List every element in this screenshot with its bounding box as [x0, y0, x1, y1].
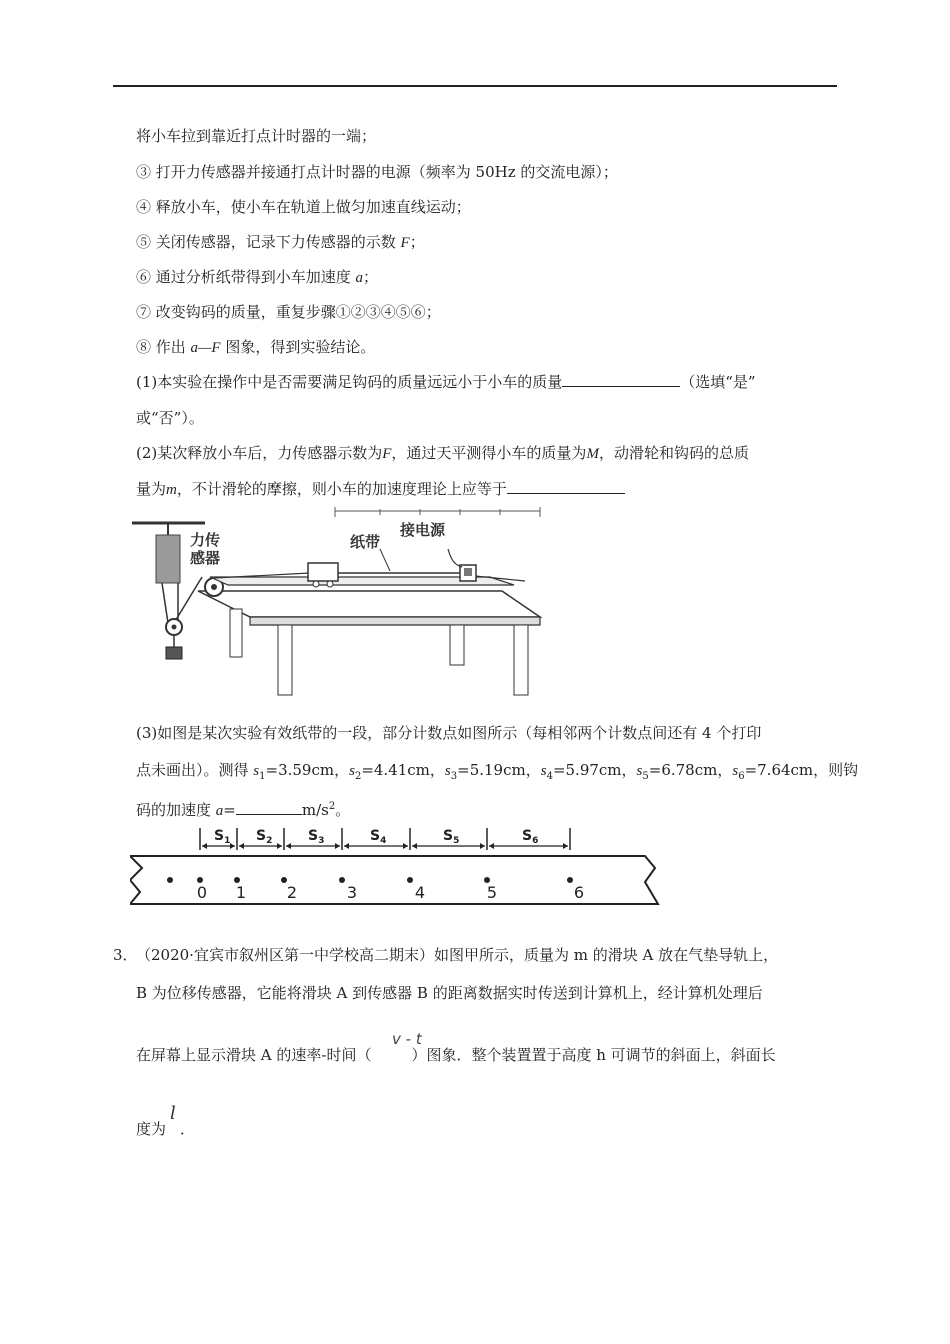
header-rule: [113, 85, 837, 87]
tape-label: 纸带: [350, 533, 381, 551]
point-label-5: 5: [486, 883, 498, 902]
v-t-formula: v - t: [392, 1030, 422, 1048]
problem-3-line-4: 度为 ．: [136, 1120, 196, 1138]
point-label-1: 1: [235, 883, 247, 902]
question-1-cont: 或“否”）。: [136, 409, 204, 427]
tape-dot: [407, 877, 413, 883]
problem-3-line-2: B 为位移传感器，它能将滑块 A 到传感器 B 的距离数据实时传送到计算机上，经计算机处理后: [136, 984, 763, 1002]
segment-label-s6: $S_6$: [522, 828, 539, 846]
point-label-3: 3: [346, 883, 358, 902]
hook-weight: [166, 647, 182, 659]
tape-dot: [339, 877, 345, 883]
segment-label-s5: $S_5$: [443, 828, 460, 846]
table-leg: [450, 625, 464, 665]
problem-3-line-1: （2020·宜宾市叙州区第一中学校高二期末）如图甲所示，质量为 m 的滑块 A 放在气垫导轨上，: [136, 946, 779, 964]
step-8: ⑧ 作出 a—F 图象，得到实验结论。: [136, 338, 376, 356]
step-7: ⑦ 改变钩码的质量，重复步骤①②③④⑤⑥；: [136, 303, 441, 321]
sensor-label-1: 力传: [190, 531, 221, 549]
question-1: (1)本实验在操作中是否需要满足钩码的质量远远小于小车的质量 （选填“是”: [136, 373, 756, 391]
step-5: ⑤ 关闭传感器，记录下力传感器的示数 F；: [136, 233, 425, 251]
table-leg: [514, 625, 528, 695]
question-3: (3)如图是某次实验有效纸带的一段，部分计数点如图所示（每相邻两个计数点间还有 4 个打印: [136, 724, 762, 742]
step-2-continued: 将小车拉到靠近打点计时器的一端；: [136, 127, 377, 145]
step-6: ⑥ 通过分析纸带得到小车加速度 a；: [136, 268, 379, 286]
point-label-4: 4: [414, 883, 426, 902]
table-leg: [278, 625, 292, 695]
segment-label-s4: $S_4$: [370, 828, 387, 846]
segment-label-s2: $S_2$: [256, 828, 273, 846]
answer-blank-3[interactable]: [236, 800, 302, 815]
problem-3-line-3: 在屏幕上显示滑块 A 的速率-时间（ ）图象．整个装置置于高度 h 可调节的斜面上，斜面长: [136, 1046, 776, 1064]
cart: [308, 563, 338, 581]
point-label-2: 2: [286, 883, 298, 902]
step-4: ④ 释放小车，使小车在轨道上做匀加速直线运动；: [136, 198, 471, 216]
power-label: 接电源: [400, 521, 446, 539]
question-2-cont: 量为m，不计滑轮的摩擦，则小车的加速度理论上应等于: [136, 479, 625, 500]
force-sensor: [156, 535, 180, 583]
point-label-0: 0: [196, 883, 208, 902]
segment-label-s1: $S_1$: [214, 828, 231, 846]
segment-label-s3: $S_3$: [308, 828, 325, 846]
tape-dot: [567, 877, 573, 883]
tape-dot: [167, 877, 173, 883]
tape-figure: [130, 820, 660, 910]
sensor-label-2: 感器: [190, 549, 221, 567]
question-3-data: 点未画出）。测得 $s_1=3.59cm$，$s_2=4.41cm$，$s_3=5.19cm$，$s_4=5.97cm$，$s_5=6.78cm$，$s_6=7.64cm$，则钩: [136, 761, 859, 782]
answer-blank-1[interactable]: [562, 372, 680, 387]
step-3: ③ 打开力传感器并接通打点计时器的电源（频率为 50Hz 的交流电源）；: [136, 163, 618, 181]
question-3-answer: 码的加速度 $a= m/s^2$。: [136, 801, 351, 819]
apparatus-figure: [130, 505, 550, 700]
point-label-6: 6: [573, 883, 585, 902]
length-symbol: l: [170, 1103, 176, 1124]
question-2: (2)某次释放小车后，力传感器示数为F，通过天平测得小车的质量为M，动滑轮和钩码的总质: [136, 444, 749, 462]
table-top: [198, 591, 540, 617]
problem-3-number: 3．: [113, 946, 138, 964]
table-leg: [230, 609, 242, 657]
answer-blank-2[interactable]: [507, 479, 625, 494]
